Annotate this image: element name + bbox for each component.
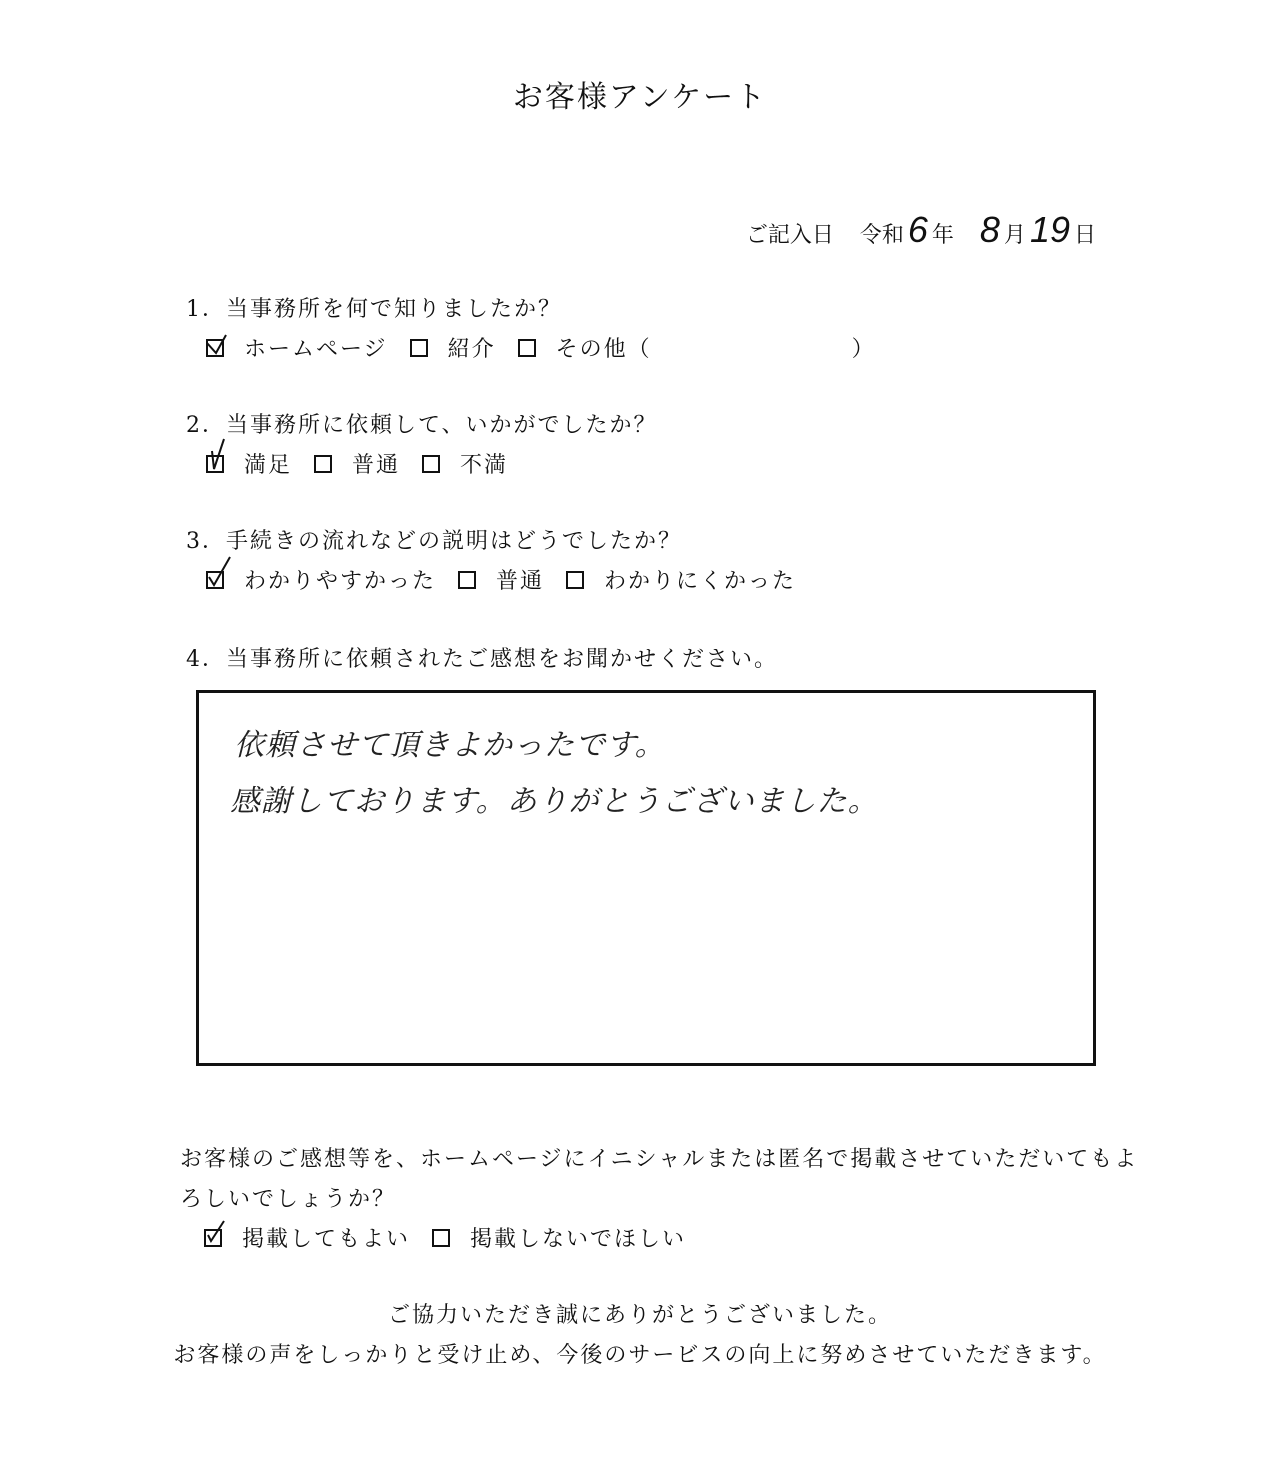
question-1-options: [206, 332, 876, 363]
survey-title: お客様アンケート: [512, 80, 768, 115]
option-homepage: ホームページ: [244, 337, 388, 362]
checkmark-icon: [204, 329, 230, 359]
date-day-unit: 日: [1073, 223, 1096, 248]
option-other-close: ）: [851, 337, 876, 362]
checkbox-dissatisfied[interactable]: [422, 455, 440, 473]
option-hard-to-understand: わかりにくかった: [604, 569, 797, 594]
consent-question-line-1: お客様のご感想等を、ホームページにイニシャルまたは匿名で掲載させていただいてもよ: [180, 1147, 1139, 1172]
date-year-unit: 年: [931, 223, 954, 248]
date-month-handwritten: 8: [979, 209, 1000, 250]
checkbox-referral[interactable]: [410, 339, 428, 357]
option-normal-3: 普通: [496, 569, 545, 594]
date-label: ご記入日: [745, 223, 834, 248]
checkmark-icon: [202, 1219, 228, 1249]
checkbox-satisfied[interactable]: [206, 455, 224, 473]
checkmark-icon: [204, 561, 230, 591]
option-dissatisfied: 不満: [460, 453, 509, 478]
consent-options: [204, 1222, 708, 1253]
date-month-unit: 月: [1003, 223, 1026, 248]
option-normal: 普通: [352, 453, 401, 478]
date-year-handwritten: 6: [907, 209, 928, 250]
question-3-options: [206, 564, 818, 595]
option-easy-to-understand: わかりやすかった: [244, 569, 437, 594]
checkbox-publish-no[interactable]: [432, 1229, 450, 1247]
checkbox-other[interactable]: [518, 339, 536, 357]
question-1: 1．当事務所を何で知りましたか？: [186, 297, 562, 322]
checkbox-easy-to-understand[interactable]: [206, 571, 224, 589]
handwritten-comment-line-1: 依頼させて頂きよかったです。: [234, 729, 666, 762]
handwritten-comment-line-2: 感謝しております。ありがとうございました。: [230, 785, 879, 818]
date-day-handwritten: 19: [1029, 209, 1070, 250]
checkbox-normal[interactable]: [314, 455, 332, 473]
question-3: 3．手続きの流れなどの説明はどうでしたか？: [186, 529, 682, 554]
option-publish-ok: 掲載してもよい: [242, 1227, 411, 1252]
checkbox-publish-ok[interactable]: [204, 1229, 222, 1247]
date-era: 令和: [859, 223, 904, 248]
entry-date: [745, 209, 1096, 250]
question-4: 4．当事務所に依頼されたご感想をお聞かせください。: [186, 647, 778, 672]
option-satisfied: 満足: [244, 453, 293, 478]
thanks-line: ご協力いただき誠にありがとうございました。: [387, 1303, 892, 1328]
option-publish-no: 掲載しないでほしい: [470, 1227, 687, 1252]
option-other: その他（: [555, 337, 652, 362]
checkbox-homepage[interactable]: [206, 339, 224, 357]
checkbox-normal-3[interactable]: [458, 571, 476, 589]
question-2: 2．当事務所に依頼して、いかがでしたか？: [186, 413, 658, 438]
consent-question-line-2: ろしいでしょうか？: [180, 1187, 397, 1212]
checkmark-icon: [204, 445, 230, 475]
closing-line: お客様の声をしっかりと受け止め、今後のサービスの向上に努めさせていただきます。: [173, 1343, 1107, 1368]
question-2-options: [206, 448, 530, 479]
checkbox-hard-to-understand[interactable]: [566, 571, 584, 589]
option-referral: 紹介: [447, 337, 496, 362]
